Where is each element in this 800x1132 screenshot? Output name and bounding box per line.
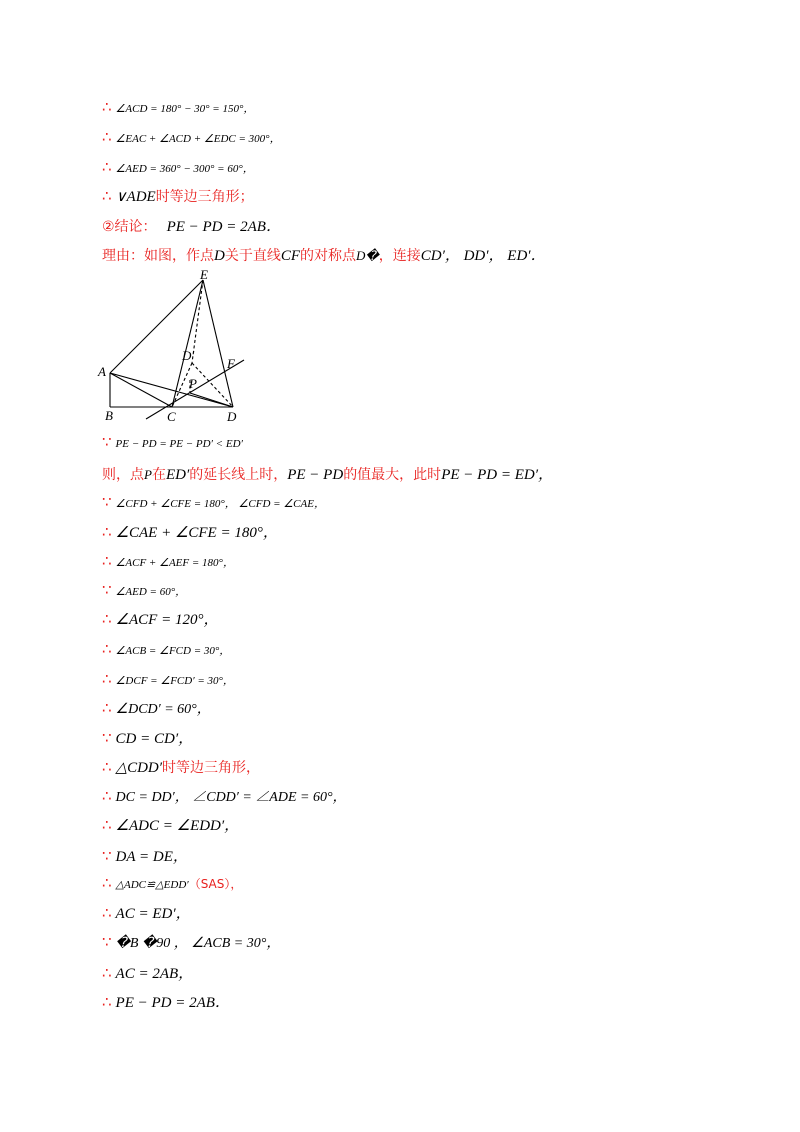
segment-AC (110, 373, 172, 407)
because-symbol: ∵ (102, 729, 112, 747)
red-text: 的值最大，此时 (343, 467, 442, 483)
because-symbol: ∵ (102, 847, 112, 865)
red-text: 关于直线 (224, 248, 281, 264)
math-text: ∠ACB = ∠FCD = 30°， (115, 645, 231, 657)
math-text: △ADC≌△EDD′ (115, 879, 189, 891)
math-text: P (144, 467, 152, 482)
math-text: PE − PD = 2AB． (115, 995, 230, 1011)
label-C: C (167, 409, 176, 424)
math-text: ∠CAE + ∠CFE = 180°， (115, 525, 278, 541)
therefore-symbol: ∴ (102, 523, 112, 541)
math-text: CF (280, 248, 301, 264)
therefore-symbol: ∴ (102, 758, 112, 776)
proof-line (102, 98, 254, 116)
math-text: DA = DE， (115, 849, 188, 865)
proof-line (102, 433, 243, 451)
label-F: F (227, 356, 235, 371)
proof-line (102, 902, 191, 923)
red-text: 则，点 (102, 467, 144, 483)
therefore-symbol: ∴ (102, 816, 112, 834)
math-text: ∠AED = 360° − 300° = 60°， (115, 163, 254, 175)
math-text: PE − PD = PE − PD′ < ED′ (115, 438, 243, 450)
therefore-symbol: ∴ (102, 964, 112, 982)
proof-line (102, 244, 546, 265)
math-text: AC = 2AB， (115, 966, 194, 982)
math-text: ∠DCD′ = 60°， (115, 702, 211, 717)
math-text: AC = ED′， (115, 906, 191, 922)
therefore-symbol: ∴ (102, 993, 112, 1011)
because-symbol: ∵ (102, 493, 112, 511)
proof-line (102, 158, 254, 176)
proof-line (102, 698, 211, 718)
label-P: P (189, 376, 197, 391)
therefore-symbol: ∴ (102, 640, 112, 658)
therefore-symbol: ∴ (102, 904, 112, 922)
segment-ED (203, 280, 233, 407)
math-text: PE − PD = 2AB． (166, 219, 281, 235)
label-D-prime: D′ (182, 348, 195, 363)
red-text: 理由：如图，作点 (102, 248, 214, 264)
therefore-symbol: ∴ (102, 610, 112, 628)
therefore-symbol: ∴ (102, 187, 112, 205)
proof-line (102, 186, 254, 206)
proof-line (102, 493, 325, 511)
red-text: 时等边三角形； (155, 189, 254, 205)
therefore-symbol: ∴ (102, 670, 112, 688)
proof-line (102, 552, 234, 570)
proof-line (102, 991, 230, 1012)
math-text: ED′ (165, 467, 190, 483)
proof-line (102, 845, 188, 866)
geometry-figure (96, 270, 266, 426)
therefore-symbol: ∴ (102, 128, 112, 146)
proof-line (102, 814, 239, 835)
red-text: ，连接 (378, 248, 421, 264)
proof-line (102, 581, 186, 599)
conclusion-label: ②结论： (102, 219, 157, 235)
therefore-symbol: ∴ (102, 874, 112, 892)
proof-line (102, 786, 347, 806)
proof-line (102, 640, 230, 658)
red-text: 的延长线上时， (189, 467, 288, 483)
math-text: △CDD′ (115, 760, 163, 776)
because-symbol: ∵ (102, 933, 112, 951)
red-text: 时等边三角形， (162, 760, 261, 776)
label-A: A (98, 364, 106, 379)
therefore-symbol: ∴ (102, 552, 112, 570)
math-text: PE − PD = ED′， (441, 467, 554, 483)
proof-line (102, 215, 281, 236)
proof-line (102, 874, 242, 892)
label-D: D (227, 409, 237, 424)
math-text: ∠EAC + ∠ACD + ∠EDC = 300°， (115, 133, 281, 145)
math-text: ∠ACF + ∠AEF = 180°， (115, 557, 234, 569)
proof-line (102, 521, 278, 542)
proof-line (102, 962, 193, 983)
therefore-symbol: ∴ (102, 158, 112, 176)
math-text: ∠AED = 60°， (115, 586, 187, 598)
proof-line (102, 727, 193, 748)
therefore-symbol: ∴ (102, 98, 112, 116)
math-text: CD′， DD′， ED′． (420, 248, 546, 264)
proof-line (102, 670, 234, 688)
math-text: PE − PD (287, 467, 344, 483)
therefore-symbol: ∴ (102, 787, 112, 805)
because-symbol: ∵ (102, 581, 112, 599)
math-text: ∠ACD = 180° − 30° = 150°， (115, 103, 255, 115)
label-E: E (200, 270, 208, 282)
math-text: DC = DD′， ∠CDD′ = ∠ADE = 60°， (115, 790, 347, 805)
math-text: D� (356, 248, 379, 263)
because-symbol: ∵ (102, 433, 112, 451)
math-text: ∠CFD + ∠CFE = 180°， ∠CFD = ∠CAE， (115, 498, 325, 510)
therefore-symbol: ∴ (102, 699, 112, 717)
red-text: （SAS）， (188, 877, 243, 891)
proof-line (102, 463, 553, 484)
math-text: D (214, 248, 225, 264)
math-text: �B �90 ， ∠ACB = 30°， (115, 936, 281, 951)
math-text: CD = CD′， (115, 731, 194, 747)
proof-line (102, 757, 260, 777)
proof-line (102, 608, 218, 629)
math-text: ∨ADE (115, 189, 156, 205)
red-text: 在 (151, 467, 166, 483)
label-B: B (105, 408, 113, 423)
math-text: ∠ACF = 120°， (115, 612, 219, 628)
proof-line (102, 932, 280, 952)
red-text: 的对称点 (300, 248, 357, 264)
math-text: ∠DCF = ∠FCD′ = 30°， (115, 675, 234, 687)
math-text: ∠ADC = ∠EDD′， (115, 818, 240, 834)
proof-line (102, 128, 281, 146)
